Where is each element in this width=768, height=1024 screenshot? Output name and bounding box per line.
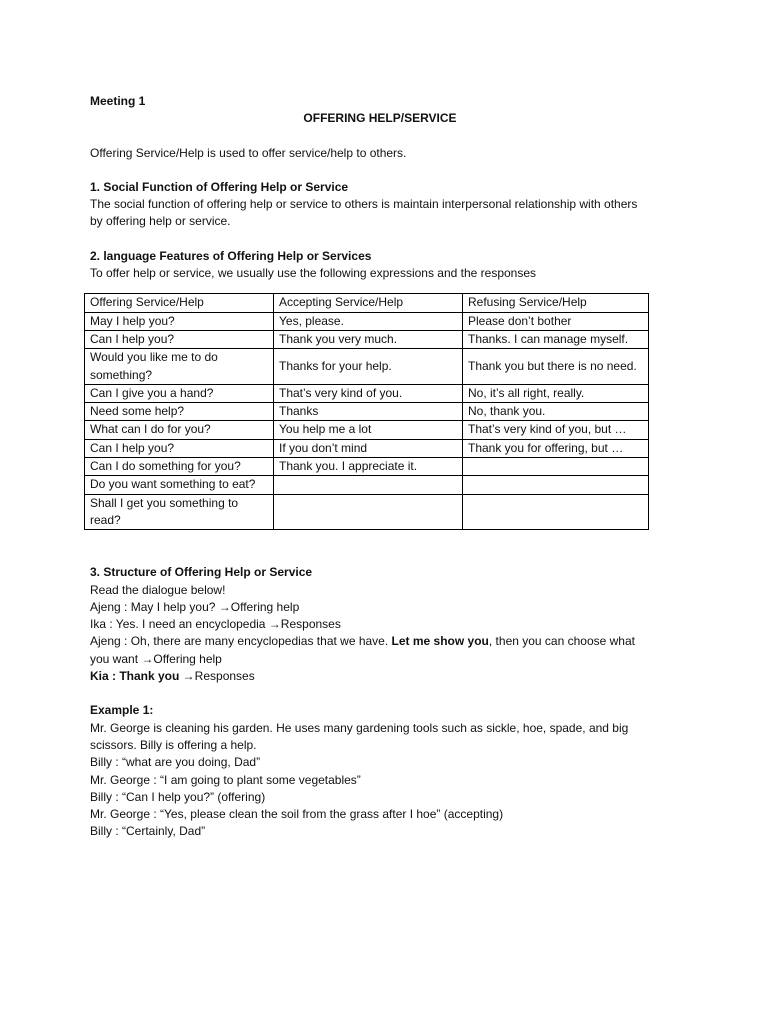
table-row xyxy=(85,421,649,439)
table-row xyxy=(85,458,649,476)
dialogue-line xyxy=(90,616,650,633)
table-row xyxy=(85,403,649,421)
table-cell xyxy=(463,476,649,494)
section2-heading: 2. language Features of Offering Help or Services xyxy=(90,248,372,263)
table-cell: Shall I get you something to read? xyxy=(85,494,274,530)
table-row xyxy=(85,476,649,494)
example1-narrative: Mr. George is cleaning his garden. He uses many gardening tools such as sickle, hoe, spade, and big scissors. Billy is offering a help. xyxy=(90,720,629,752)
table-row xyxy=(85,439,649,457)
dialogue-text: →Responses xyxy=(179,669,255,684)
table-cell: Yes, please. xyxy=(274,312,463,330)
table-cell: Thank you but there is no need. xyxy=(463,349,649,385)
dialogue-line xyxy=(90,599,650,616)
example-line: Billy : “what are you doing, Dad” xyxy=(90,755,261,770)
dialogue-text: : May I help you? →Offering help xyxy=(120,599,300,614)
example-line: Mr. George : “Yes, please clean the soil from the grass after I hoe” (accepting) xyxy=(90,807,504,822)
table-cell: Can I help you? xyxy=(85,439,274,457)
example1-label: Example 1: xyxy=(90,703,154,718)
dialogue-text: : Oh, there are many encyclopedias that we have. xyxy=(120,634,392,649)
table-cell: What can I do for you? xyxy=(85,421,274,439)
table-cell: Please don’t bother xyxy=(463,312,649,330)
dialogue-text: : Yes. I need an encyclopedia →Responses xyxy=(106,617,341,632)
table-cell: Thanks for your help. xyxy=(274,349,463,385)
document-body xyxy=(90,93,650,841)
dialogue-line xyxy=(90,633,650,668)
table-row xyxy=(85,494,649,530)
table-cell xyxy=(274,494,463,530)
section3-heading: 3. Structure of Offering Help or Service xyxy=(90,565,313,580)
table-cell: Can I help you? xyxy=(85,330,274,348)
header-accepting: Accepting Service/Help xyxy=(274,294,463,312)
table-cell: Would you like me to do something? xyxy=(85,349,274,385)
section3-prompt: Read the dialogue below! xyxy=(90,582,226,597)
section2-body: To offer help or service, we usually use the following expressions and the responses xyxy=(90,266,537,281)
table-cell: That’s very kind of you, but … xyxy=(463,421,649,439)
table-cell: No, thank you. xyxy=(463,403,649,421)
table-row xyxy=(85,384,649,402)
speaker: Ajeng xyxy=(90,599,121,614)
example-line: Billy : “Can I help you?” (offering) xyxy=(90,789,266,804)
section1-heading: 1. Social Function of Offering Help or Service xyxy=(90,179,349,194)
table-cell: That’s very kind of you. xyxy=(274,384,463,402)
table-cell: If you don’t mind xyxy=(274,439,463,457)
dialogue-line xyxy=(90,668,650,685)
expressions-table xyxy=(84,293,649,530)
table-cell: Thank you very much. xyxy=(274,330,463,348)
table-cell: No, it’s all right, really. xyxy=(463,384,649,402)
table-cell: Can I give you a hand? xyxy=(85,384,274,402)
table-cell: Thanks xyxy=(274,403,463,421)
header-offering: Offering Service/Help xyxy=(85,294,274,312)
table-cell: Can I do something for you? xyxy=(85,458,274,476)
table-cell: Thanks. I can manage myself. xyxy=(463,330,649,348)
page-title: OFFERING HELP/SERVICE xyxy=(303,111,457,126)
table-cell: May I help you? xyxy=(85,312,274,330)
example-line: Billy : “Certainly, Dad” xyxy=(90,824,206,839)
speaker: Kia : Thank you xyxy=(90,669,180,684)
section1-body: The social function of offering help or service to others is maintain interpersonal relationship with others by offering help or service. xyxy=(90,197,638,229)
table-cell: Thank you. I appreciate it. xyxy=(274,458,463,476)
table-cell: You help me a lot xyxy=(274,421,463,439)
table-cell xyxy=(463,458,649,476)
dialogue-bold-text: Let me show you xyxy=(391,634,489,649)
speaker: Ajeng xyxy=(90,634,121,649)
table-header-row xyxy=(85,294,649,312)
example-line: Mr. George : “I am going to plant some vegetables” xyxy=(90,772,361,787)
table-row xyxy=(85,312,649,330)
speaker: Ika xyxy=(90,617,107,632)
table-cell xyxy=(274,476,463,494)
table-cell xyxy=(463,494,649,530)
header-refusing: Refusing Service/Help xyxy=(463,294,649,312)
table-row xyxy=(85,349,649,385)
intro-text: Offering Service/Help is used to offer service/help to others. xyxy=(90,145,407,160)
table-cell: Do you want something to eat? xyxy=(85,476,274,494)
meeting-label: Meeting 1 xyxy=(90,94,146,108)
table-row xyxy=(85,330,649,348)
table-cell: Need some help? xyxy=(85,403,274,421)
dialogue-text: , then you can choose what you want →Offering help xyxy=(90,634,635,666)
table-cell: Thank you for offering, but … xyxy=(463,439,649,457)
